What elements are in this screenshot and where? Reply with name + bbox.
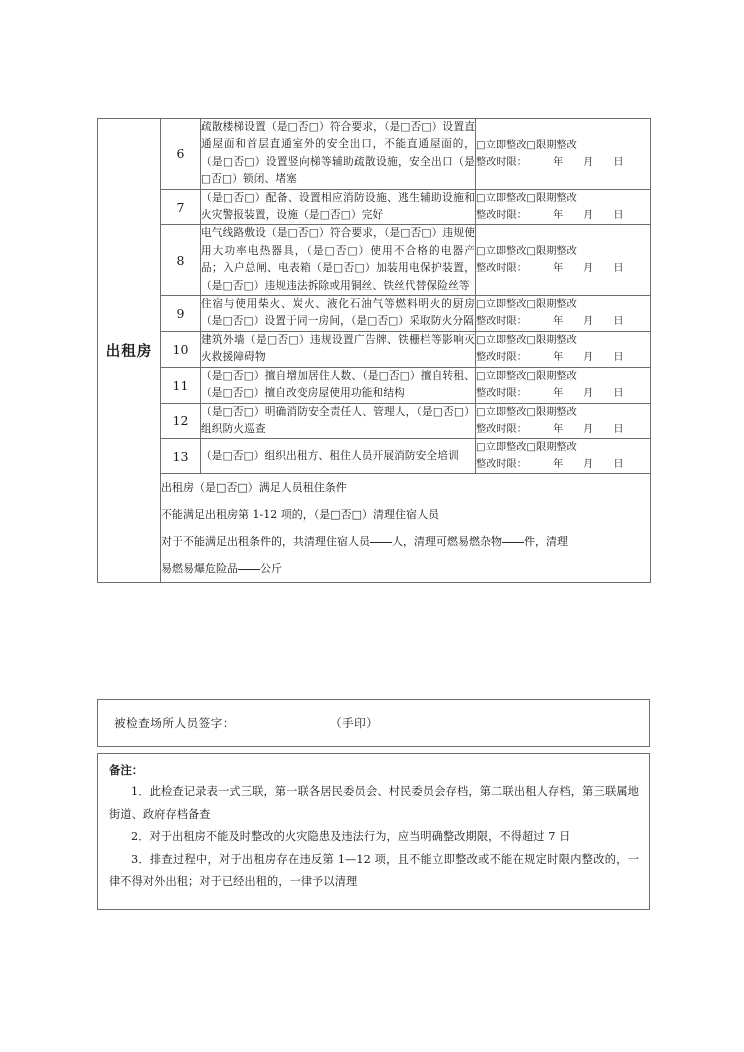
month-label: 月 <box>583 459 594 471</box>
deadline-label: 整改时限： <box>476 352 527 364</box>
summary-line-conditions: 出租房（是□否□）满足人员租住条件 <box>161 481 347 495</box>
table-row <box>98 439 651 474</box>
rectification-deadline[interactable] <box>476 260 650 277</box>
inspection-table <box>97 118 651 583</box>
inspection-item-text: 住宿与使用柴火、炭火、液化石油气等燃料明火的厨房（是□否□）设置于同一房间，（是□否□）采取防火分隔 <box>201 296 476 332</box>
inspection-item-text: （是□否□）配备、设置相应消防设施、逃生辅助设施和火灾警报装置，设施（是□否□）完好 <box>201 189 476 225</box>
month-label: 月 <box>583 156 594 168</box>
year-label: 年 <box>552 423 564 435</box>
remark-item-1: 1．此检查记录表一式三联，第一联各居民委员会、村民委员会存档，第二联出租人存档，第三联属地街道、政府存档备查 <box>109 785 639 821</box>
blank-items[interactable] <box>502 542 524 543</box>
year-label: 年 <box>552 156 564 168</box>
inspection-table-body <box>98 119 651 583</box>
rectification-cell <box>476 189 651 225</box>
summary-row <box>98 474 651 583</box>
month-label: 月 <box>583 210 594 222</box>
rectification-cell <box>476 119 651 190</box>
inspection-item-text: （是□否□）明确消防安全责任人、管理人，（是□否□）组织防火巡查 <box>201 403 476 439</box>
year-label: 年 <box>552 316 564 328</box>
signature-box <box>97 699 650 747</box>
summary-counts-prefix: 对于不能满足出租条件的，共清理住宿人员 <box>161 535 370 549</box>
day-label: 日 <box>613 352 624 364</box>
summary-hazmat-prefix: 易燃易爆危险品 <box>161 562 238 576</box>
rectification-cell <box>476 225 651 296</box>
month-label: 月 <box>583 352 594 364</box>
rectification-options[interactable]: □立即整改□限期整改 <box>476 246 577 258</box>
rectification-cell <box>476 367 651 403</box>
rectification-deadline[interactable] <box>476 313 650 330</box>
day-label: 日 <box>613 388 624 400</box>
year-label: 年 <box>552 263 564 275</box>
deadline-label: 整改时限： <box>476 263 527 275</box>
blank-kilograms[interactable] <box>238 569 260 570</box>
summary-hazmat-unit: 公斤 <box>260 562 282 576</box>
row-number: 8 <box>161 225 201 296</box>
table-row <box>98 403 651 439</box>
inspection-item-text: 疏散楼梯设置（是□否□）符合要求，（是□否□）设置直通屋面和首层直通室外的安全出口，不能直通屋面的，（是□否□）设置竖向梯等辅助疏散设施，安全出口（是□否□）锁闭、堵塞 <box>201 119 476 190</box>
rectification-deadline[interactable] <box>476 385 650 402</box>
category-cell-rental-house: 出租房 <box>98 119 161 583</box>
summary-line-hazmat <box>161 555 650 582</box>
month-label: 月 <box>583 388 594 400</box>
deadline-label: 整改时限： <box>476 459 527 471</box>
table-row <box>98 331 651 367</box>
rectification-deadline[interactable] <box>476 207 650 224</box>
month-label: 月 <box>583 263 594 275</box>
table-row <box>98 296 651 332</box>
table-row <box>98 119 651 190</box>
rectification-options[interactable]: □立即整改□限期整改 <box>476 406 577 418</box>
row-number: 12 <box>161 403 201 439</box>
deadline-label: 整改时限： <box>476 423 527 435</box>
month-label: 月 <box>583 316 594 328</box>
rectification-cell <box>476 403 651 439</box>
summary-counts-mid: 人，清理可燃易燃杂物 <box>392 535 502 549</box>
day-label: 日 <box>613 459 624 471</box>
rectification-options[interactable]: □立即整改□限期整改 <box>476 193 577 205</box>
table-row <box>98 367 651 403</box>
day-label: 日 <box>613 156 624 168</box>
deadline-label: 整改时限： <box>476 210 527 222</box>
rectification-options[interactable]: □立即整改□限期整改 <box>476 335 577 347</box>
year-label: 年 <box>552 352 564 364</box>
remark-item-2: 2．对于出租房不能及时整改的火灾隐患及违法行为，应当明确整改期限，不得超过 7 日 <box>131 830 571 843</box>
handprint-label: （手印） <box>329 716 379 730</box>
remarks-title: 备注： <box>109 763 144 777</box>
rectification-options[interactable]: □立即整改□限期整改 <box>476 139 577 151</box>
deadline-label: 整改时限： <box>476 388 527 400</box>
day-label: 日 <box>613 423 624 435</box>
year-label: 年 <box>552 210 564 222</box>
rectification-cell <box>476 296 651 332</box>
inspection-item-text: 建筑外墙（是□否□）违规设置广告牌、铁栅栏等影响灭火救援障碍物 <box>201 331 476 367</box>
summary-counts-suffix: 件，清理 <box>524 535 568 549</box>
inspection-item-text: 电气线路敷设（是□否□）符合要求，（是□否□）违规使用大功率电热器具，（是□否□）使用不合格的电器产品；入户总闸、电表箱（是□否□）加装用电保护装置，（是□否□）违规违法拆除或用铜丝、铁丝代替保险丝等 <box>201 225 476 296</box>
row-number: 7 <box>161 189 201 225</box>
table-row <box>98 225 651 296</box>
deadline-label: 整改时限： <box>476 156 527 168</box>
rectification-options[interactable]: □立即整改□限期整改 <box>476 371 577 383</box>
blank-persons[interactable] <box>370 542 392 543</box>
table-row <box>98 189 651 225</box>
inspection-item-text: （是□否□）组织出租方、租住人员开展消防安全培训 <box>201 439 476 474</box>
summary-cell <box>161 474 651 583</box>
day-label: 日 <box>613 316 624 328</box>
row-number: 6 <box>161 119 201 190</box>
rectification-deadline[interactable] <box>476 154 650 171</box>
inspection-item-text: （是□否□）擅自增加居住人数、（是□否□）擅自转租、（是□否□）擅自改变房屋使用功能和结构 <box>201 367 476 403</box>
row-number: 13 <box>161 439 201 474</box>
row-number: 11 <box>161 367 201 403</box>
remark-item-3: 3．排查过程中，对于出租房存在违反第 1—12 项，且不能立即整改或不能在规定时限内整改的，一律不得对外出租；对于已经出租的，一律予以清理 <box>109 852 639 888</box>
summary-line-clearance: 不能满足出租房第 1-12 项的，（是□否□）清理住宿人员 <box>161 508 439 522</box>
year-label: 年 <box>552 459 564 471</box>
deadline-label: 整改时限： <box>476 316 527 328</box>
rectification-cell <box>476 331 651 367</box>
month-label: 月 <box>583 423 594 435</box>
rectification-options[interactable]: □立即整改□限期整改 <box>476 442 577 454</box>
signature-label: 被检查场所人员签字： <box>114 716 235 730</box>
rectification-deadline[interactable] <box>476 421 650 438</box>
rectification-cell <box>476 439 651 474</box>
day-label: 日 <box>613 263 624 275</box>
remarks-box <box>97 753 650 910</box>
rectification-options[interactable]: □立即整改□限期整改 <box>476 299 577 311</box>
row-number: 10 <box>161 331 201 367</box>
summary-line-counts <box>161 528 650 555</box>
year-label: 年 <box>552 388 564 400</box>
day-label: 日 <box>613 210 624 222</box>
rectification-deadline[interactable] <box>476 349 650 366</box>
rectification-deadline[interactable] <box>476 456 650 473</box>
row-number: 9 <box>161 296 201 332</box>
